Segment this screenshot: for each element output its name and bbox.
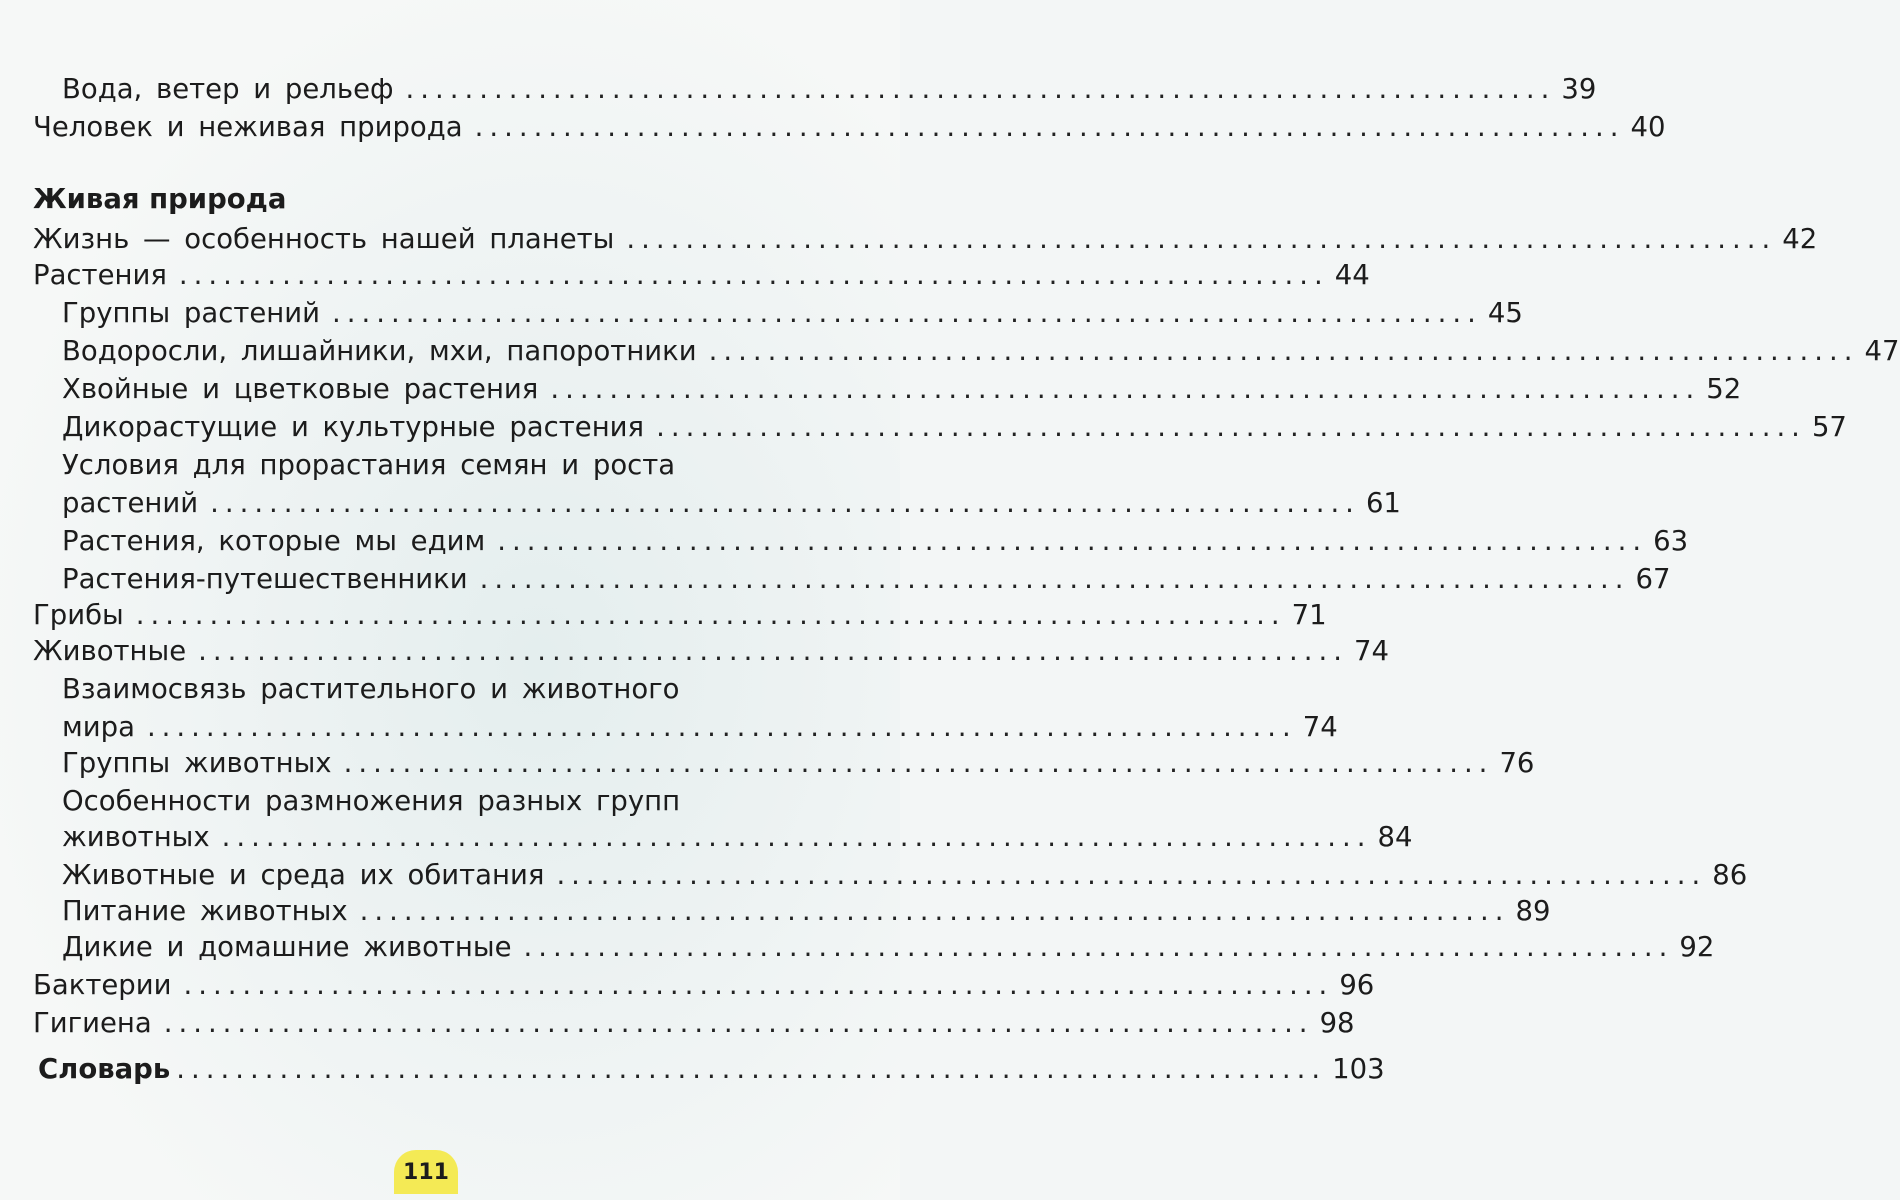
toc-entry-page: 40 [1630, 111, 1666, 143]
toc-entry[interactable] [62, 820, 1413, 854]
toc-entry-page: 63 [1653, 525, 1689, 557]
toc-entry-page: 96 [1339, 969, 1375, 1001]
toc-entry-page: 98 [1319, 1007, 1355, 1039]
dot-leader: .............................................................................. [626, 223, 1777, 255]
toc-entry-title: Группы растений [62, 297, 321, 329]
dot-leader: .............................................................................. [183, 969, 1334, 1001]
toc-entry[interactable] [33, 110, 1666, 144]
dot-leader: .............................................................................. [497, 525, 1648, 557]
toc-entry[interactable] [33, 634, 1390, 668]
toc-entry-title: Человек и неживая природа [33, 111, 463, 143]
dot-leader: .............................................................................. [343, 747, 1494, 779]
dot-leader: .............................................................................. [332, 297, 1482, 329]
toc-entry[interactable] [33, 222, 1818, 256]
toc-entry-page: 89 [1515, 895, 1551, 927]
toc-entry-title: Словарь [38, 1053, 171, 1085]
toc-entry[interactable] [62, 858, 1748, 892]
dot-leader: .............................................................................. [523, 931, 1674, 963]
toc-entry-title-line1: Особенности размножения разных групп [62, 785, 681, 817]
dot-leader: .............................................................................. [479, 563, 1630, 595]
toc-entry-page: 42 [1782, 223, 1818, 255]
toc-entry-page: 103 [1332, 1053, 1385, 1085]
toc-entry-page: 92 [1679, 931, 1715, 963]
toc-entry[interactable] [62, 72, 1597, 106]
toc-entry[interactable] [62, 486, 1401, 520]
dot-leader: .............................................................................. [146, 711, 1297, 743]
dot-leader: .............................................................................. [556, 859, 1707, 891]
toc-entry-page: 76 [1499, 747, 1535, 779]
toc-entry[interactable] [62, 372, 1742, 406]
toc-entry-page: 47 [1864, 335, 1900, 367]
toc-entry-page: 74 [1302, 711, 1338, 743]
toc-entry[interactable] [62, 334, 1900, 368]
toc-entry-page: 45 [1487, 297, 1523, 329]
dot-leader: .............................................................................. [210, 487, 1360, 519]
toc-entry-glossary[interactable] [38, 1052, 1385, 1086]
toc-entry-title-line1: Условия для прорастания семян и роста [62, 449, 676, 481]
toc-entry[interactable] [33, 968, 1375, 1002]
toc-entry-title: Жизнь — особенность нашей планеты [33, 223, 615, 255]
toc-entry[interactable] [62, 296, 1523, 330]
toc-entry[interactable] [62, 524, 1689, 558]
toc-entry-page: 52 [1706, 373, 1742, 405]
toc-entry-page: 57 [1811, 411, 1847, 443]
toc-entry-page: 74 [1354, 635, 1390, 667]
toc-entry[interactable] [62, 410, 1847, 444]
toc-entry[interactable] [33, 598, 1327, 632]
toc-entry-title: Водоросли, лишайники, мхи, папоротники [62, 335, 697, 367]
toc-entry-title: Бактерии [33, 969, 172, 1001]
toc-entry-title: Гигиена [33, 1007, 152, 1039]
dot-leader: .............................................................................. [656, 411, 1806, 443]
dot-leader: .............................................................................. [405, 73, 1556, 105]
dot-leader: .............................................................................. [163, 1007, 1314, 1039]
toc-entry-title: Растения-путешественники [62, 563, 468, 595]
toc-entry-title: Дикие и домашние животные [62, 931, 512, 963]
toc-entry-title: Вода, ветер и рельеф [62, 73, 394, 105]
dot-leader: .............................................................................. [359, 895, 1510, 927]
dot-leader: .............................................................................. [135, 599, 1286, 631]
toc-entry-title: Питание животных [62, 895, 348, 927]
toc-entry-page: 44 [1334, 259, 1370, 291]
toc-entry[interactable] [62, 930, 1715, 964]
toc-entry-page: 39 [1561, 73, 1597, 105]
dot-leader: .............................................................................. [198, 635, 1349, 667]
toc-entry-page: 61 [1365, 487, 1401, 519]
toc-entry[interactable] [33, 258, 1370, 292]
toc-entry-title: животных [62, 821, 210, 853]
dot-leader: .............................................................................. [178, 259, 1329, 291]
page-number-badge: 111 [394, 1150, 458, 1194]
toc-entry-title: Грибы [33, 599, 124, 631]
dot-leader: .............................................................................. [550, 373, 1701, 405]
toc-entry-title: Хвойные и цветковые растения [62, 373, 539, 405]
toc-entry-title: Растения, которые мы едим [62, 525, 486, 557]
dot-leader: .............................................................................. [474, 111, 1625, 143]
toc-entry-title: Растения [33, 259, 167, 291]
dot-leader: .............................................................................. [221, 821, 1372, 853]
toc-entry-title: мира [62, 711, 135, 743]
toc-entry-page: 67 [1635, 563, 1671, 595]
toc-entry-title: Животные и среда их обитания [62, 859, 545, 891]
dot-leader: .............................................................................. [708, 335, 1859, 367]
toc-entry[interactable] [62, 562, 1671, 596]
toc-entry-title: Группы животных [62, 747, 332, 779]
toc-entry-title: Дикорастущие и культурные растения [62, 411, 645, 443]
toc-entry-title-line1: Взаимосвязь растительного и животного [62, 673, 680, 705]
section-heading: Живая природа [33, 183, 287, 215]
toc-entry-page: 71 [1291, 599, 1327, 631]
toc-entry[interactable] [33, 1006, 1355, 1040]
toc-entry[interactable] [62, 894, 1551, 928]
toc-entry[interactable] [62, 746, 1535, 780]
dot-leader: .............................................................................. [176, 1053, 1327, 1085]
toc-entry[interactable] [62, 710, 1338, 744]
toc-entry-page: 86 [1712, 859, 1748, 891]
toc-entry-title: Животные [33, 635, 187, 667]
toc-entry-title: растений [62, 487, 199, 519]
toc-entry-page: 84 [1377, 821, 1413, 853]
